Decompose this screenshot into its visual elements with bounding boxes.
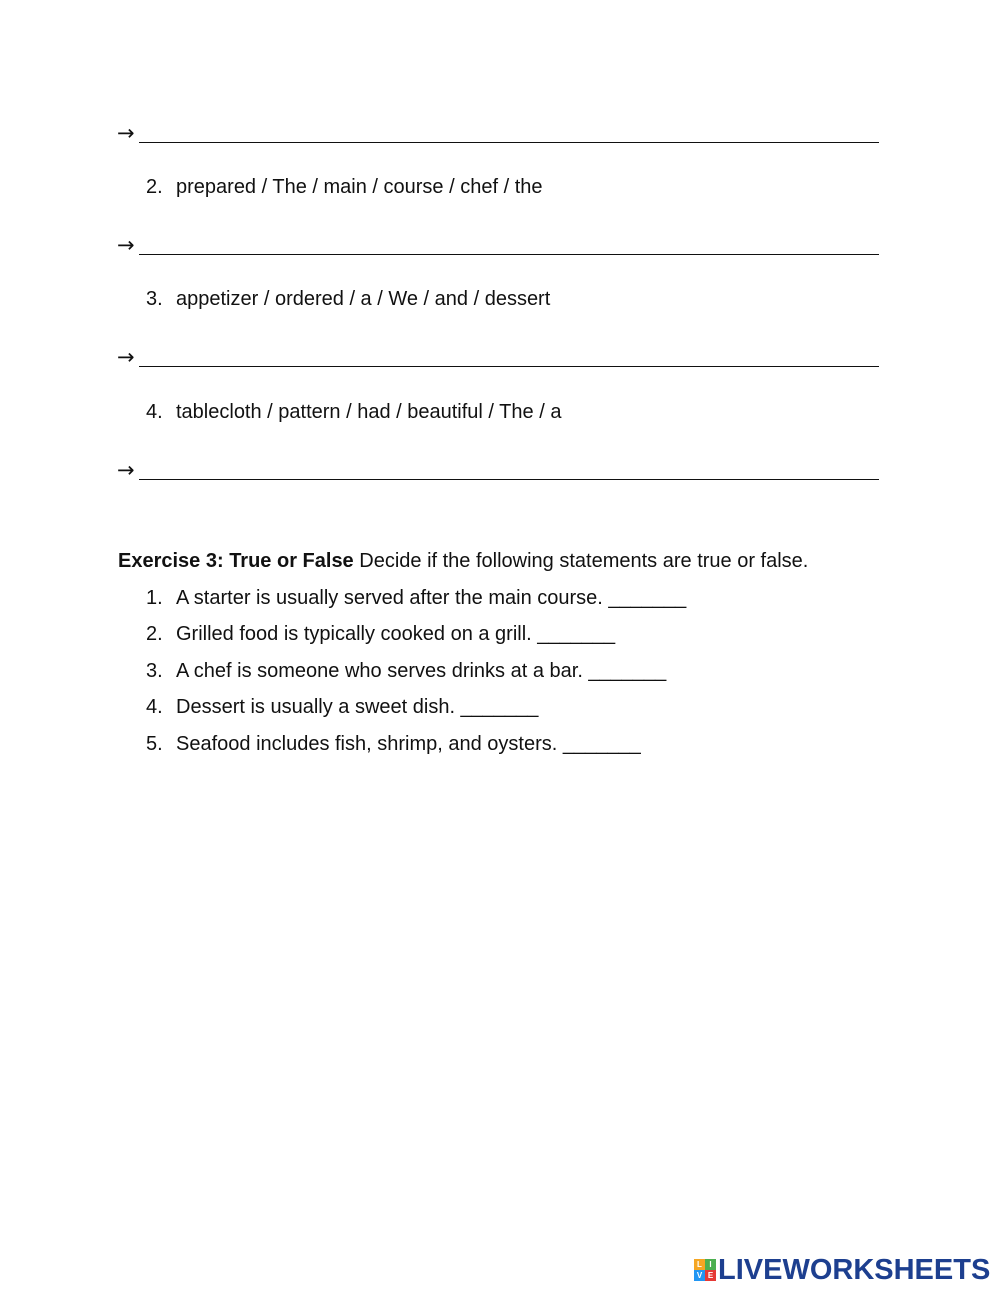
item-number: 1.	[146, 587, 163, 609]
item-text: Seafood includes fish, shrimp, and oysters. _______	[176, 733, 641, 755]
item-number: 2.	[146, 176, 163, 198]
arrow-icon: →	[117, 121, 135, 145]
exercise-title: Exercise 3: True or False	[118, 550, 354, 572]
scramble-item	[146, 175, 543, 199]
answer-line[interactable]	[117, 228, 879, 256]
item-text: Dessert is usually a sweet dish. _______	[176, 696, 539, 718]
answer-blank[interactable]	[139, 365, 879, 367]
answer-line[interactable]	[117, 340, 879, 368]
item-text: A chef is someone who serves drinks at a bar. _______	[176, 660, 667, 682]
logo-mark-letter: I	[705, 1259, 716, 1270]
answer-blank[interactable]	[139, 253, 879, 255]
item-text: A starter is usually served after the main course. _______	[176, 587, 687, 609]
item-number: 2.	[146, 623, 163, 645]
logo-mark-letter: L	[694, 1259, 705, 1270]
exercise-instruction: Decide if the following statements are true or false.	[359, 550, 809, 572]
logo-mark-letter: E	[705, 1270, 716, 1281]
tf-item	[146, 695, 538, 719]
arrow-icon: →	[117, 458, 135, 482]
logo-mark-letter: V	[694, 1270, 705, 1281]
logo-mark-icon	[694, 1259, 716, 1281]
arrow-icon: →	[117, 345, 135, 369]
arrow-icon: →	[117, 233, 135, 257]
answer-line[interactable]	[117, 116, 879, 144]
item-number: 3.	[146, 288, 163, 310]
item-number: 4.	[146, 401, 163, 423]
tf-item	[146, 622, 615, 646]
scramble-item	[146, 400, 561, 424]
item-number: 4.	[146, 696, 163, 718]
item-text: tablecloth / pattern / had / beautiful / The / a	[176, 401, 562, 423]
scramble-item	[146, 287, 550, 311]
tf-item	[146, 586, 686, 610]
exercise-3-heading	[118, 548, 808, 574]
item-number: 5.	[146, 733, 163, 755]
item-text: prepared / The / main / course / chef / the	[176, 176, 543, 198]
item-text: appetizer / ordered / a / We / and / dessert	[176, 288, 551, 310]
tf-item	[146, 659, 666, 683]
item-number: 3.	[146, 660, 163, 682]
answer-blank[interactable]	[139, 141, 879, 143]
tf-item	[146, 732, 641, 756]
answer-blank[interactable]	[139, 478, 879, 480]
liveworksheets-logo	[694, 1255, 990, 1285]
answer-line[interactable]	[117, 453, 879, 481]
item-text: Grilled food is typically cooked on a grill. _______	[176, 623, 616, 645]
logo-text: LIVEWORKSHEETS	[718, 1254, 991, 1286]
